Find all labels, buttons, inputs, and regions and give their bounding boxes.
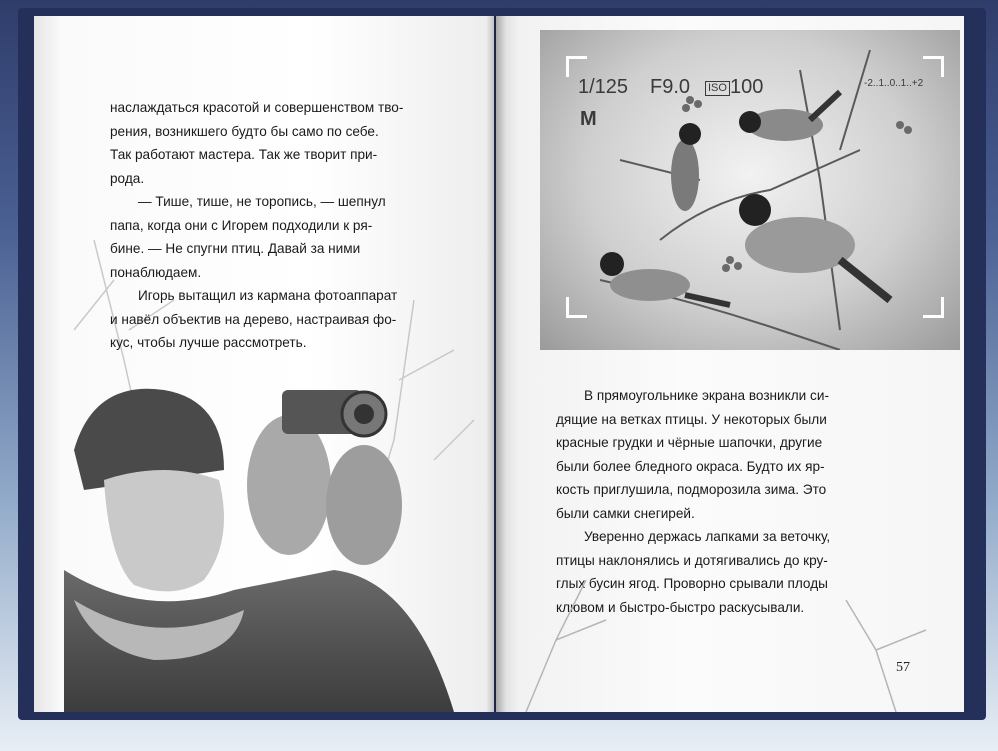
text-line: кус, чтобы лучше рассмотреть.	[110, 335, 307, 350]
text-line: рения, возникшего будто бы само по себе.	[110, 123, 379, 139]
frame-corner	[566, 297, 587, 318]
text-line: В прямоугольнике экрана возникли си-	[584, 388, 829, 403]
text-line: наслаждаться красотой и совершенством тво-	[110, 100, 404, 115]
iso-readout: 100	[730, 76, 764, 98]
text-line: рода.	[110, 170, 145, 186]
text-line: понаблюдаем.	[110, 264, 202, 280]
text-line: были более бледного окраса. Будто их яр-	[556, 458, 825, 474]
left-page-text	[110, 96, 430, 355]
text-line: — Тише, тише, не торопись, — шепнул	[138, 194, 386, 209]
text-line: и навёл объектив на дерево, настраивая фо-	[110, 311, 397, 327]
text-line: кость приглушила, подморозила зима. Это	[556, 482, 827, 497]
frame-corner	[923, 56, 944, 77]
text-line: клювом и быстро-быстро раскусывали.	[556, 599, 805, 615]
iso-label: ISO	[705, 81, 730, 96]
aperture-readout: F9.0	[650, 76, 691, 98]
text-line: дящие на ветках птицы. У некоторых были	[556, 411, 827, 427]
text-line: Уверенно держась лапками за веточку,	[584, 529, 831, 544]
snowy-branches-decoration	[496, 560, 964, 712]
text-line: глых бусин ягод. Проворно срывали плоды	[556, 576, 828, 591]
frame-corner	[566, 56, 587, 77]
text-line: бине. — Не спугни птиц. Давай за ними	[110, 241, 361, 256]
exposure-scale: -2..1..0..1..+2	[864, 78, 924, 89]
page-number: 57	[896, 660, 910, 675]
shooting-mode-readout: M	[580, 108, 597, 130]
text-line: папа, когда они с Игорем подходили к ря-	[110, 217, 373, 233]
text-line: Так работают мастера. Так же творит при-	[110, 147, 378, 162]
text-line: красные грудки и чёрные шапочки, другие	[556, 435, 823, 450]
shutter-speed-readout: 1/125	[578, 76, 629, 98]
frame-corner	[923, 297, 944, 318]
text-line: Игорь вытащил из кармана фотоаппарат	[138, 288, 398, 303]
text-line: птицы наклонялись и дотягивались до кру-	[556, 552, 828, 568]
text-line: были самки снегирей.	[556, 505, 695, 521]
